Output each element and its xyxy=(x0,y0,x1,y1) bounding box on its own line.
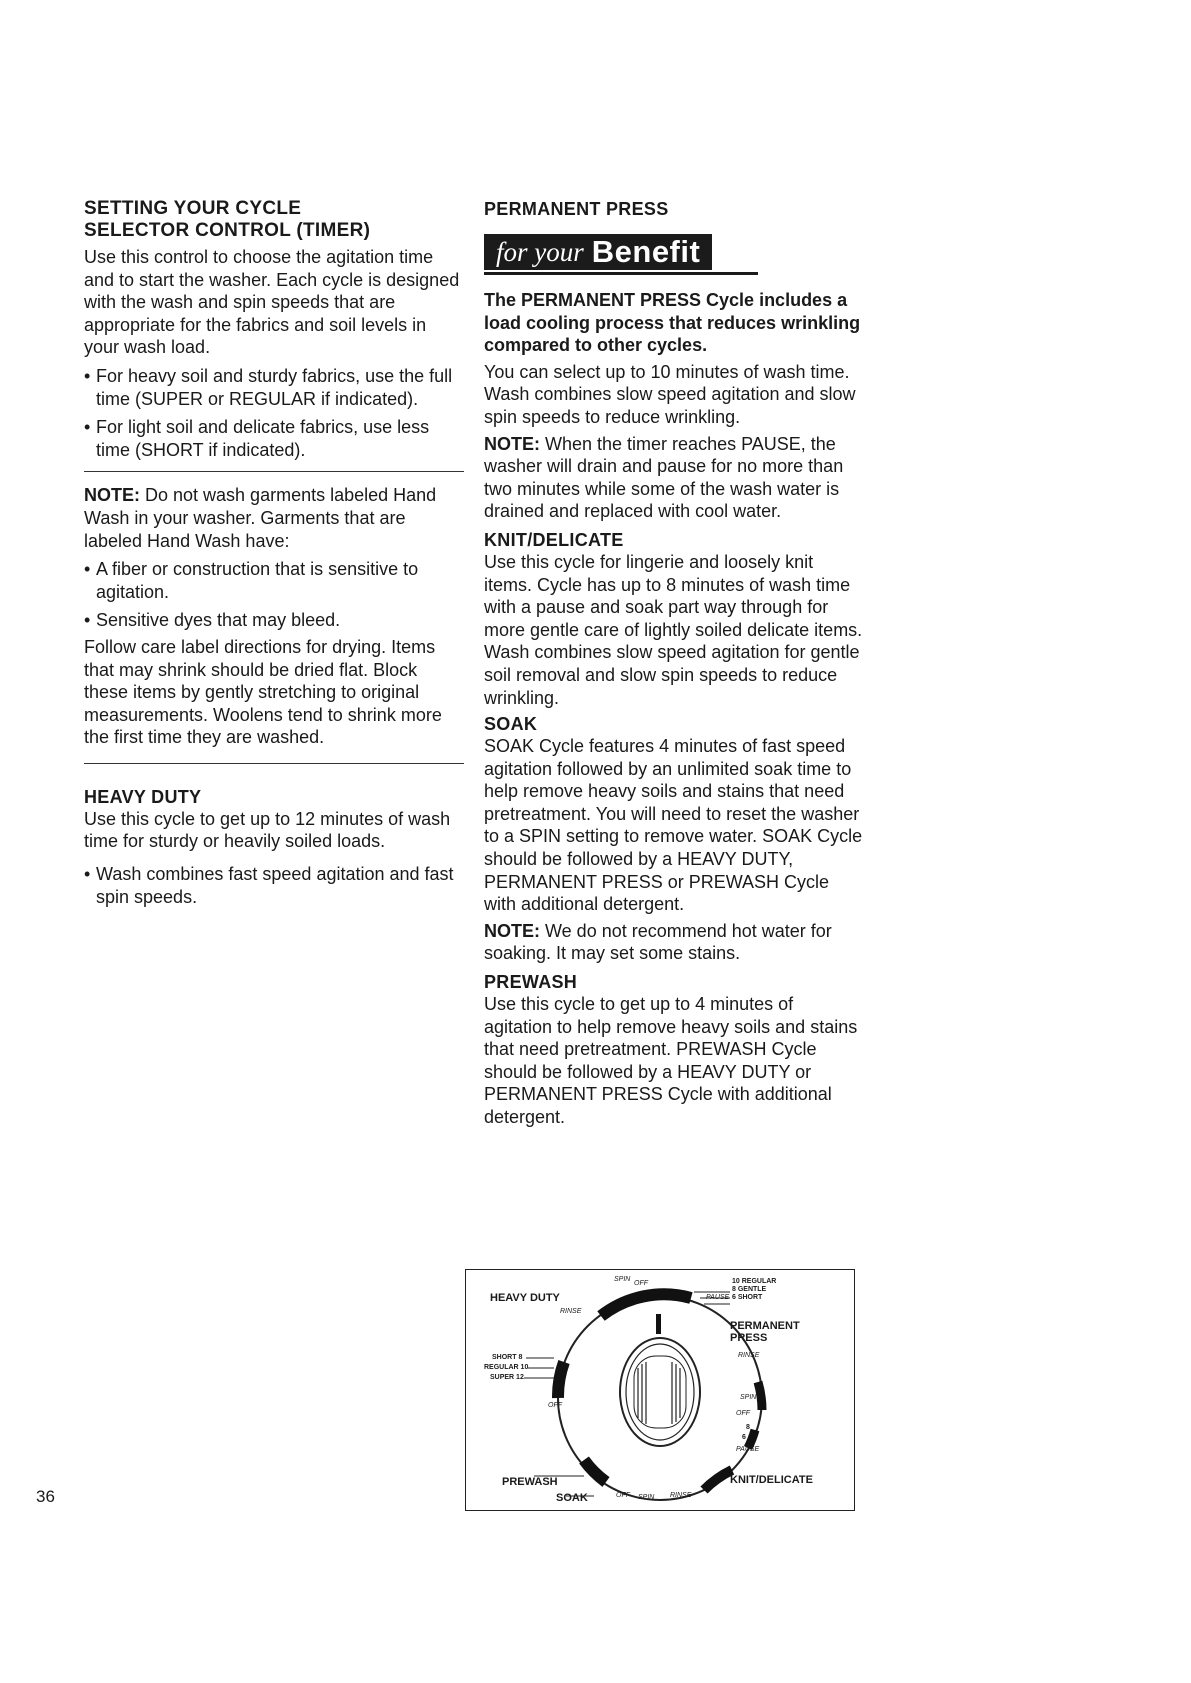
heavy-duty-heading: HEAVY DUTY xyxy=(84,786,202,807)
dial-rinse-right: RINSE xyxy=(738,1352,760,1359)
dial-regular-10: 10 REGULAR xyxy=(732,1278,777,1285)
knit-delicate-heading: KNIT/DELICATE xyxy=(484,529,624,550)
dial-soak: SOAK xyxy=(556,1492,588,1504)
dial-8-right: 8 xyxy=(746,1424,750,1431)
dial-off-bottom: OFF xyxy=(616,1492,630,1499)
permanent-press-heading: PERMANENT PRESS xyxy=(484,199,669,219)
dial-short-6: 6 SHORT xyxy=(732,1294,763,1301)
note-hand-wash: NOTE: Do not wash garments labeled Hand Wash in your washer. Garments that are labeled Hand Wash have: xyxy=(84,485,437,551)
dial-rinse-top: RINSE xyxy=(560,1308,582,1315)
note-bullet-1: • A fiber or construction that is sensitive to agitation. xyxy=(84,559,419,602)
heavy-duty-text: Use this cycle to get up to 12 minutes of wash time for sturdy or heavily soiled loads. xyxy=(84,808,451,852)
dial-prewash: PREWASH xyxy=(502,1476,558,1488)
dial-off-left: OFF xyxy=(548,1402,562,1409)
dial-spin-bottom: SPIN xyxy=(638,1494,655,1501)
dial-heavy-duty: HEAVY DUTY xyxy=(490,1292,560,1304)
dial-regular-10-left: REGULAR 10 xyxy=(484,1364,529,1371)
knit-delicate-text: Use this cycle for lingerie and loosely knit items. Cycle has up to 8 minutes of wash time with a pause and soak part way through for more gentle care of lightly soiled delicate items. Wash combines slow speed agitation for gentle soil removal and slow spin speeds to reduce wrinkling. xyxy=(484,551,863,708)
soak-note: NOTE: We do not recommend hot water for soaking. It may set some stains. xyxy=(484,920,832,964)
divider xyxy=(84,471,464,472)
setting-bullet-1: • For heavy soil and sturdy fabrics, use the full time (SUPER or REGULAR if indicated). xyxy=(84,365,453,409)
setting-intro: Use this control to choose the agitation time and to start the washer. Each cycle is designed with the wash and spin speeds that are appropriate for the fabrics and soil levels in your wash load. xyxy=(84,247,460,358)
dial-off-right: OFF xyxy=(736,1410,750,1417)
divider xyxy=(84,763,464,764)
setting-heading-2: SELECTOR CONTROL (TIMER) xyxy=(84,220,371,241)
dial-pause-top: PAUSE xyxy=(706,1294,730,1301)
for-your-benefit-banner xyxy=(484,234,712,270)
note-bullet-2: • Sensitive dyes that may bleed. xyxy=(84,610,341,631)
heavy-duty-bullet: • Wash combines fast speed agitation and fast spin speeds. xyxy=(84,864,454,907)
right-column xyxy=(484,198,864,1129)
dial-pause-right: PAUSE xyxy=(736,1446,760,1453)
note-follow: Follow care label directions for drying. Items that may shrink should be dried flat. Block these items by gently stretching to original measurements. Woolens tend to shrink more the first time they are washed. xyxy=(84,636,442,748)
soak-heading: SOAK xyxy=(484,714,538,735)
banner-main: Benefit xyxy=(591,234,701,269)
dial-off-top: OFF xyxy=(634,1280,648,1287)
timer-dial-diagram xyxy=(465,1269,855,1511)
dial-spin-right: SPIN xyxy=(740,1394,757,1401)
prewash-text: Use this cycle to get up to 4 minutes of agitation to help remove heavy soils and stains that need pretreatment. PREWASH Cycle should be followed by a HEAVY DUTY or PERMANENT PRESS Cycle with additional detergent. xyxy=(484,994,858,1127)
left-column xyxy=(84,198,464,908)
dial-6-right: 6 xyxy=(742,1434,746,1441)
dial-short-8: SHORT 8 xyxy=(492,1354,523,1361)
permanent-press-benefit: The PERMANENT PRESS Cycle includes a load cooling process that reduces wrinkling compared to other cycles. xyxy=(484,290,861,356)
banner-underline xyxy=(484,272,758,275)
setting-bullet-2: • For light soil and delicate fabrics, use less time (SHORT if indicated). xyxy=(84,417,430,460)
permanent-press-note: NOTE: When the timer reaches PAUSE, the washer will drain and pause for no more than two minutes while some of the wash water is drained and replaced with cool water. xyxy=(484,433,844,522)
permanent-press-text: You can select up to 10 minutes of wash time. Wash combines slow speed agitation and slow spin speeds to reduce wrinkling. xyxy=(484,361,856,427)
dial-rinse-bottom: RINSE xyxy=(670,1492,692,1499)
dial-permanent-press: PERMANENT PRESS xyxy=(730,1320,800,1344)
dial-super-12: SUPER 12 xyxy=(490,1374,524,1381)
dial-gentle-8: 8 GENTLE xyxy=(732,1286,767,1293)
setting-heading-1: SETTING YOUR CYCLE xyxy=(84,198,302,219)
prewash-heading: PREWASH xyxy=(484,972,578,993)
page-number: 36 xyxy=(36,1487,55,1506)
dial-knit-delicate: KNIT/DELICATE xyxy=(730,1474,813,1486)
dial-spin-top: SPIN xyxy=(614,1276,631,1283)
soak-text: SOAK Cycle features 4 minutes of fast speed agitation followed by an unlimited soak time to help remove heavy soils and stains that need pretreatment. You will need to reset the washer to a SPIN setting to remove water. SOAK Cycle should be followed by a HEAVY DUTY, PERMANENT PRESS or PREWASH Cycle with additional detergent. xyxy=(484,736,863,915)
banner-lead: for your xyxy=(496,236,584,267)
